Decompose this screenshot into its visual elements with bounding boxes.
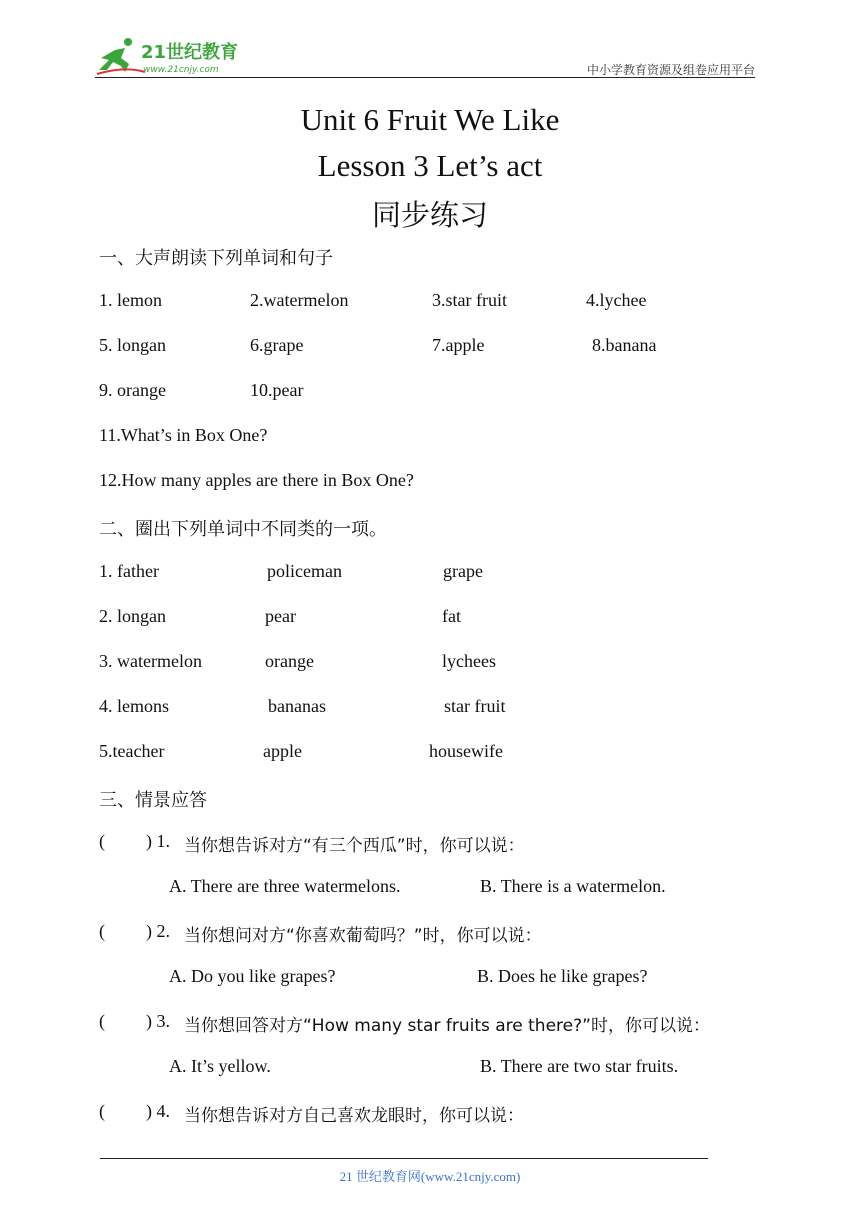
choice-b: B. There are two star fruits. [480,1056,679,1076]
question-number: ) 1. [146,831,170,851]
answer-bracket: ( [99,921,105,941]
word-item: 8.banana [592,335,657,355]
footer-source: 21 世纪教育网(www.21cnjy.com) [339,1169,521,1184]
word-item: 4.lychee [586,290,647,310]
option-word: apple [263,741,302,761]
question-text: 当你想告诉对方自己喜欢龙眼时，你可以说： [184,1106,524,1126]
title-lesson: Lesson 3 Let’s act [317,148,543,183]
word-item: 2.watermelon [250,290,349,310]
option-word: housewife [429,741,503,761]
sentence-item: 12.How many apples are there in Box One? [99,470,414,490]
option-word: grape [443,561,483,581]
word-item: 7.apple [432,335,485,355]
answer-bracket: ( [99,1011,105,1031]
word-item: 3.star fruit [432,290,507,310]
word-item: 1. lemon [99,290,162,310]
choice-a: A. It’s yellow. [169,1056,271,1076]
choice-a: A. Do you like grapes? [169,966,336,986]
title-unit: Unit 6 Fruit We Like [300,102,560,137]
runner-icon [97,38,145,74]
option-word: fat [442,606,461,626]
option-word: bananas [268,696,326,716]
option-word: 5.teacher [99,741,165,761]
option-word: lychees [442,651,496,671]
section1-heading: 一、大声朗读下列单词和句子 [99,248,333,269]
site-logo [95,36,255,78]
word-item: 9. orange [99,380,166,400]
option-word: star fruit [444,696,506,716]
choice-b: B. There is a watermelon. [480,876,666,896]
word-item: 5. longan [99,335,166,355]
question-number: ) 2. [146,921,170,941]
option-word: 1. father [99,561,159,581]
logo-text: 21世纪教育 [141,42,239,63]
question-text: 当你想告诉对方“有三个西瓜”时，你可以说： [184,836,525,856]
option-word: 2. longan [99,606,166,626]
option-word: pear [265,606,296,626]
answer-bracket: ( [99,1101,105,1121]
question-number: ) 4. [146,1101,170,1121]
question-text: 当你想回答对方“How many star fruits are there?”时，你可以说： [184,1016,710,1036]
section3-heading: 三、情景应答 [99,790,207,811]
sentence-item: 11.What’s in Box One? [99,425,268,445]
answer-bracket: ( [99,831,105,851]
word-item: 10.pear [250,380,304,400]
option-word: orange [265,651,314,671]
word-item: 6.grape [250,335,304,355]
platform-note: 中小学教育资源及组卷应用平台 [586,63,755,77]
question-text: 当你想问对方“你喜欢葡萄吗？”时，你可以说： [184,926,542,946]
option-word: 3. watermelon [99,651,202,671]
choice-a: A. There are three watermelons. [169,876,401,896]
choice-b: B. Does he like grapes? [477,966,648,986]
footer-divider [100,1158,708,1159]
question-number: ) 3. [146,1011,170,1031]
option-word: policeman [267,561,342,581]
section2-heading: 二、圈出下列单词中不同类的一项。 [99,519,387,540]
title-practice: 同步练习 [371,198,488,232]
header-divider [95,77,755,78]
option-word: 4. lemons [99,696,169,716]
logo-url: www.21cnjy.com [143,65,219,75]
